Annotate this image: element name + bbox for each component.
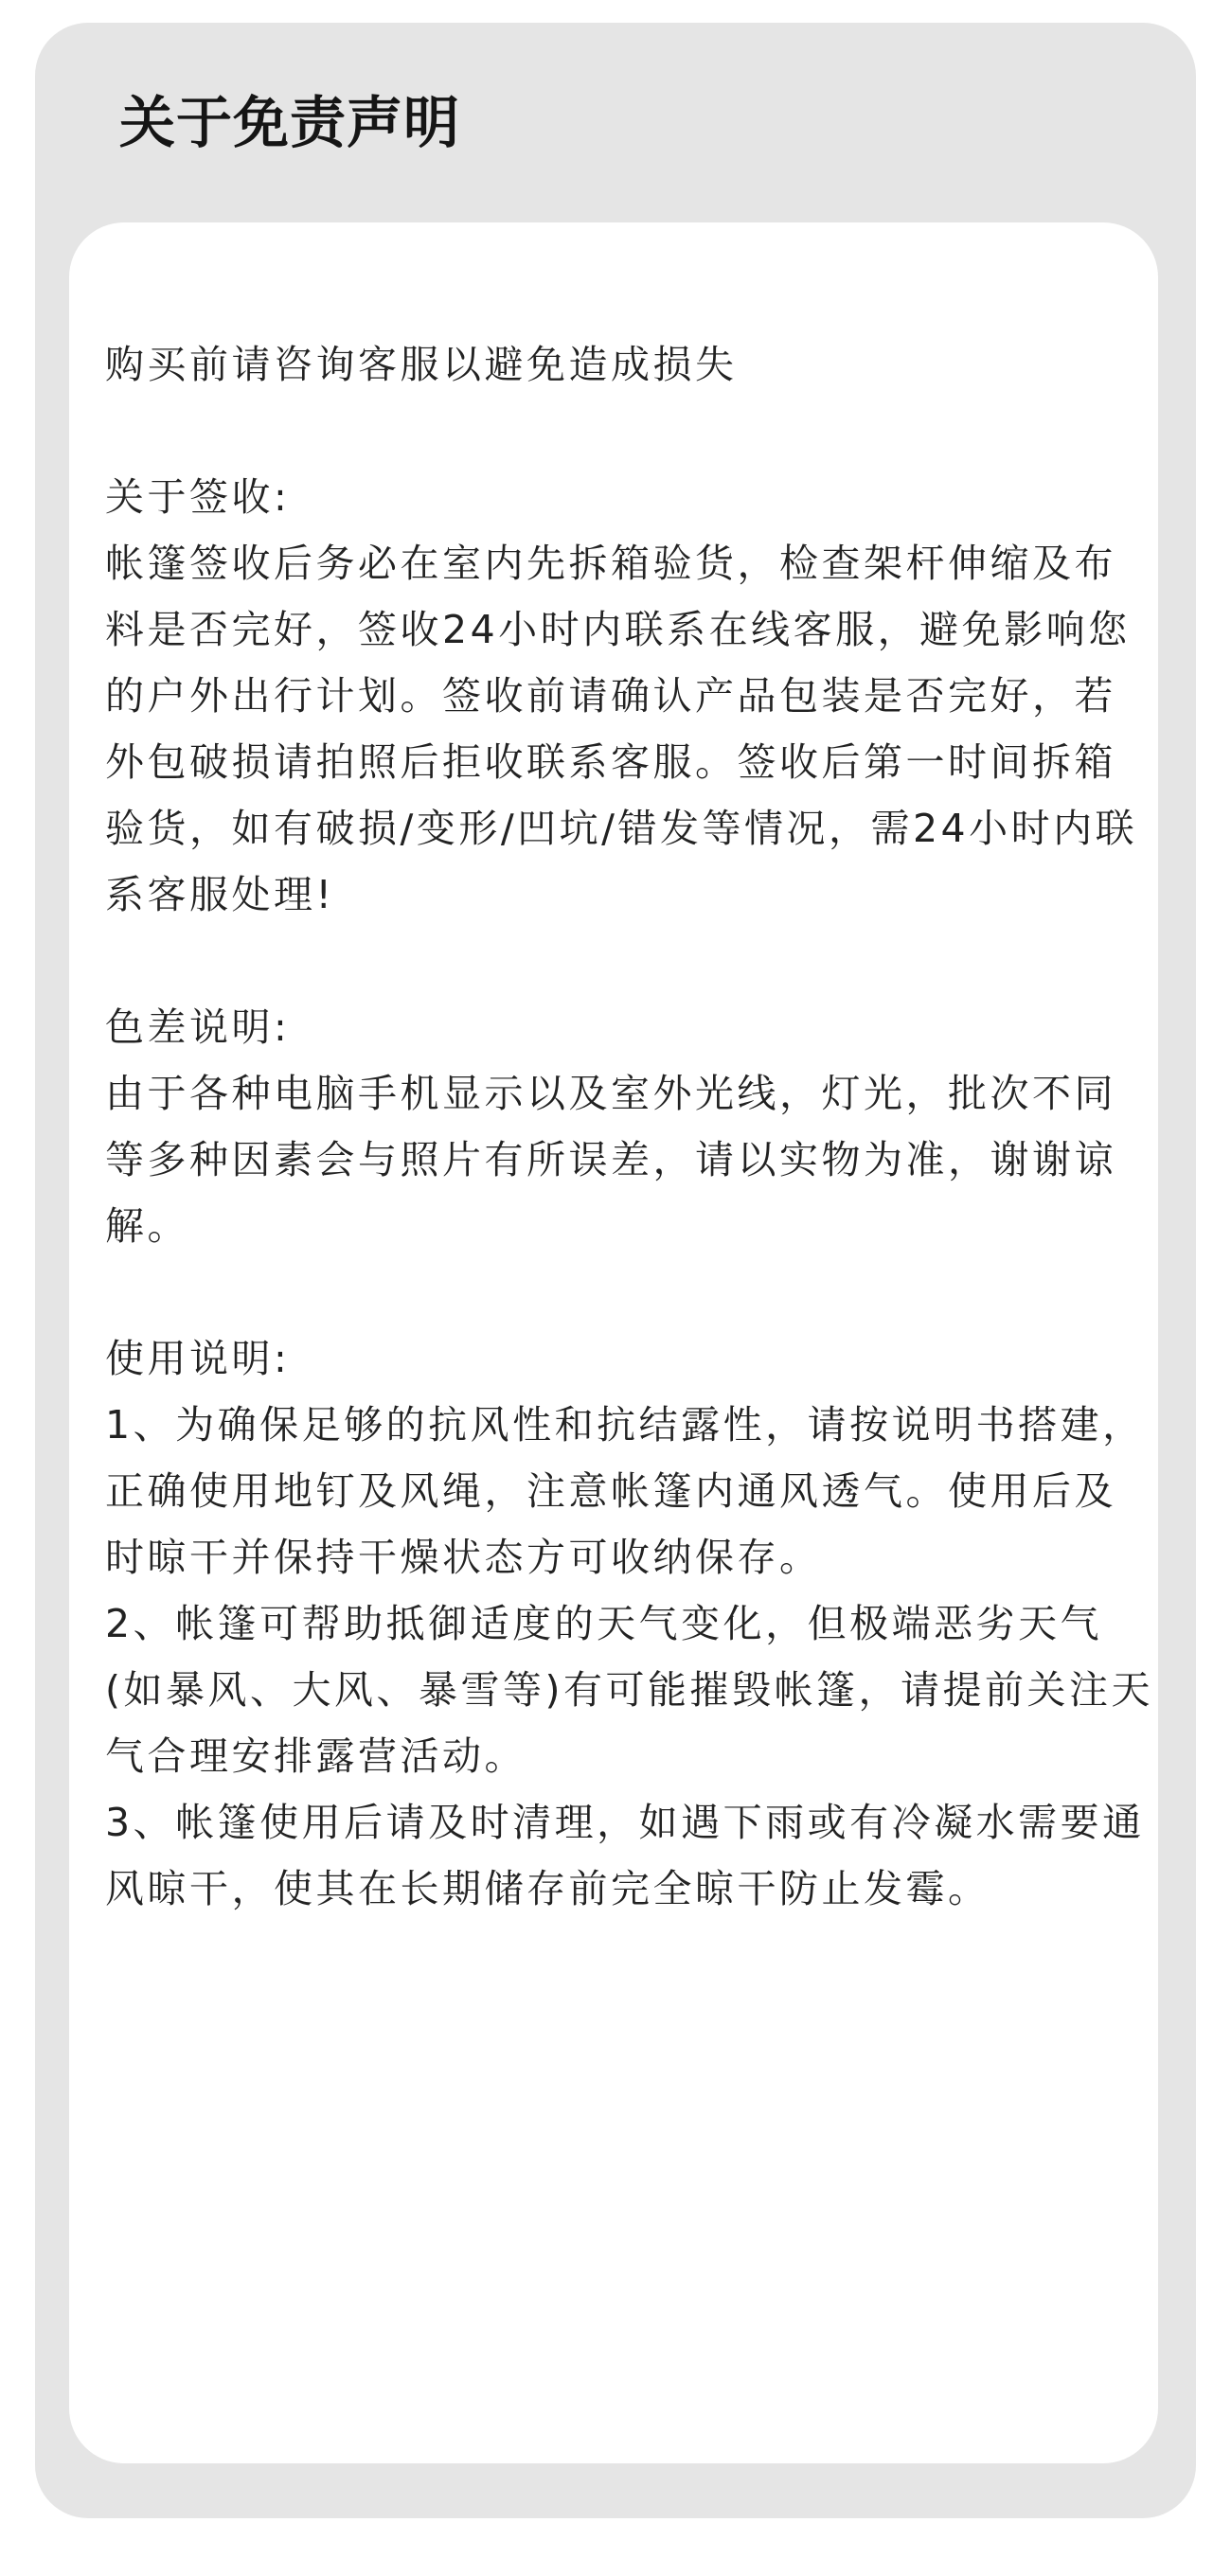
usage-heading: 使用说明: [105,1336,291,1381]
disclaimer-content [105,331,1156,1988]
usage-item: 2、帐篷可帮助抵御适度的天气变化，但极端恶劣天气(如暴风、大风、暴雪等)有可能摧毁帐篷，请提前关注天气合理安排露营活动。 [105,1601,1153,1779]
receipt-heading: 关于签收: [105,474,291,520]
usage-section [105,1325,1156,1922]
intro-text: 购买前请咨询客服以避免造成损失 [105,342,738,387]
receipt-section [105,464,1156,928]
usage-item: 3、帐篷使用后请及时清理，如遇下雨或有冷凝水需要通风晾干，使其在长期储存前完全晾干防止发霉。 [105,1800,1145,1911]
usage-item: 1、为确保足够的抗风性和抗结露性，请按说明书搭建，正确使用地钉及风绳，注意帐篷内通风透气。使用后及时晾干并保持干燥状态方可收纳保存。 [105,1402,1145,1580]
color-difference-section [105,994,1156,1259]
color-difference-body: 由于各种电脑手机显示以及室外光线，灯光，批次不同等多种因素会与照片有所误差，请以实物为准，谢谢谅解。 [105,1071,1116,1249]
page-title: 关于免责声明 [119,90,461,155]
receipt-body: 帐篷签收后务必在室内先拆箱验货，检查架杆伸缩及布料是否完好，签收24小时内联系在线客服，避免影响您的户外出行计划。签收前请确认产品包装是否完好，若外包破损请拍照后拒收联系客服。签收后第一时间拆箱验货，如有破损/变形/凹坑/错发等情况，需24小时内联系客服处理! [105,541,1138,917]
color-difference-heading: 色差说明: [105,1004,291,1050]
